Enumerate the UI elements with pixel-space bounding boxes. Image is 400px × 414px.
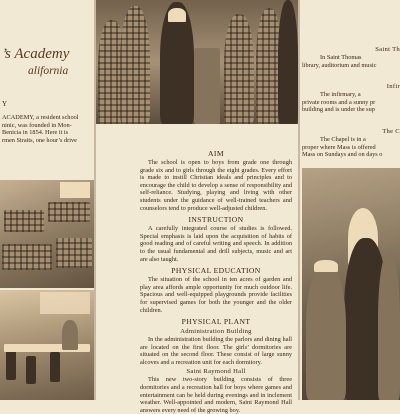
section-fragment: Y [2, 100, 8, 108]
right-line: The infirmary, a [320, 91, 361, 99]
instruction-body: A carefully integrated course of studies is followed. Special emphasis is laid upon the acquisition of habits of good reading and of careful writing and speech. In addition to the usual fundamental and drill subjects, music and art are also taught. [140, 225, 292, 263]
physical-education-heading: PHYSICAL EDUCATION [171, 266, 261, 276]
student-figure [278, 0, 298, 124]
saint-thomas-heading: Saint Th [375, 46, 400, 53]
middle-panel [96, 0, 298, 414]
chair-shape [50, 352, 60, 382]
right-line: library, auditorium and music [302, 61, 377, 69]
bed-shape [48, 202, 90, 222]
window-shape [40, 292, 90, 314]
aim-body: The school is open to boys from grade one through grade six and to girls through the eight grades. Every effort is made to instill Christian ideals and principles and to encourage the child to develop a sense of responsibility and self-reliance. Studying, playing and living with other students under the guidance of well-trained teachers and counselors tend to produce well-adjusted children. [140, 159, 292, 212]
intro-line: Benicia in 1854. Here it is [2, 129, 69, 137]
students-photo [96, 0, 298, 124]
right-text-column [300, 44, 400, 159]
bed-shape [4, 210, 44, 232]
intro-text [2, 114, 90, 144]
window-shape [60, 182, 90, 198]
nun-and-children-photo [302, 168, 400, 400]
child-figure [306, 264, 346, 400]
instruction-heading: INSTRUCTION [188, 215, 244, 225]
dormitory-photo [0, 180, 94, 288]
physical-education-body: The situation of the school in ten acres of garden and play area affords ample opportunity for much outdoor life. Spacious and well-equipped playgrounds provide facilities for supervised games for both the younger and the older children. [140, 276, 292, 314]
cabinet-shape [194, 48, 220, 124]
title-line-2: alifornia [28, 65, 69, 77]
child-figure [62, 320, 78, 350]
chair-shape [26, 356, 36, 384]
aim-heading: AIM [208, 149, 224, 158]
info-text-column [140, 146, 292, 414]
right-line: In Saint Thomas [320, 54, 362, 61]
student-figure [120, 6, 150, 124]
right-line: proper where Mass is offered [302, 143, 376, 151]
administration-building-subheading: Administration Building [180, 328, 252, 336]
dining-hall-photo [0, 290, 94, 400]
chair-shape [6, 350, 16, 380]
right-line: The Chapel is in a [320, 135, 366, 143]
saint-raymond-hall-subheading: Saint Raymond Hall [186, 368, 246, 376]
child-hat [314, 260, 338, 272]
nun-veil [168, 8, 186, 22]
chapel-heading: The C [382, 127, 400, 135]
left-panel [0, 0, 94, 400]
infirmary-heading: Infir [386, 83, 400, 91]
title-line-1: ’s Academy [2, 46, 70, 62]
intro-line: rmen Straits, one hour’s drive [2, 136, 77, 144]
right-line: private rooms and a sunny pr [302, 98, 376, 106]
child-figure [378, 252, 400, 400]
student-figure [224, 14, 254, 124]
right-panel [300, 0, 400, 400]
administration-building-body: In the administration building the parlors and dining hall are located on the first floor. The girls’ dormitories are situated on the second floor. These consist of large sunny alcoves and a recreation unit for each dormitory. [140, 336, 292, 366]
bed-shape [2, 244, 52, 270]
academy-title [2, 46, 94, 77]
intro-line: ACADEMY, a resident school [2, 114, 79, 121]
physical-plant-heading: PHYSICAL PLANT [181, 317, 251, 327]
intro-line: ninic, was founded in Mon- [2, 121, 72, 129]
right-line: building and is under the sup [302, 106, 375, 114]
bed-shape [56, 238, 92, 268]
right-line: Mass on Sundays and on days o [302, 151, 383, 159]
saint-raymond-hall-body: This new two-story building consists of three dormitories and a recreation hall for boys where games and entertainment can be held during evenings and in inclement weather. Well-appointed and modern, Saint Raymond Hall answers every need of the growing boy. [140, 376, 292, 414]
